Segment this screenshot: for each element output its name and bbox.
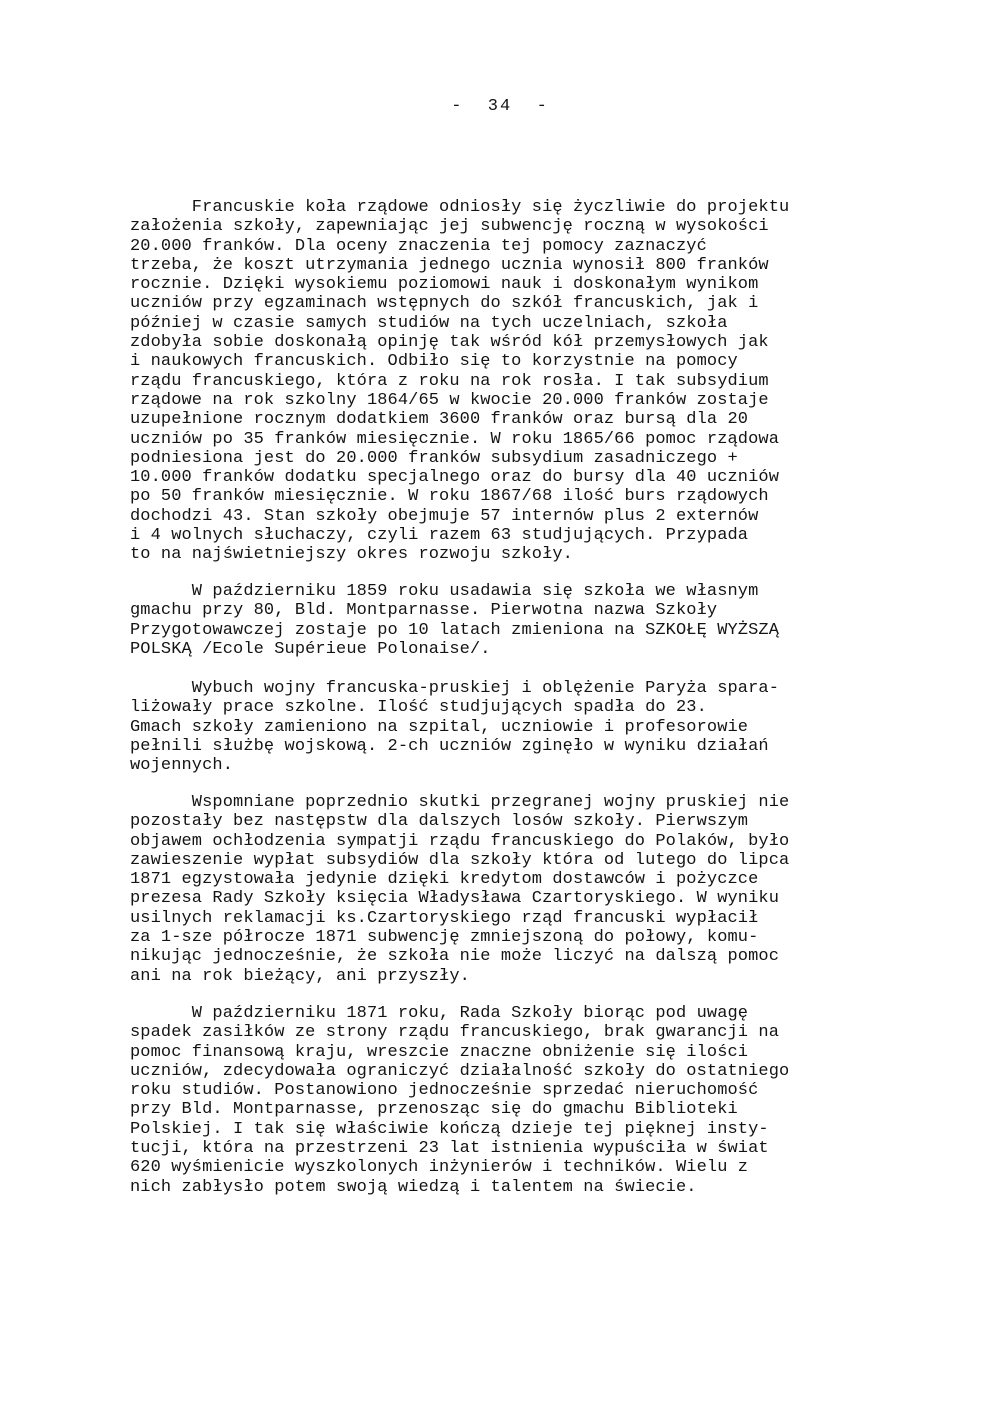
text-line: 620 wyśmienicie wyszkolonych inżynierów i techników. Wielu z	[130, 1158, 749, 1178]
text-line: 10.000 franków dodatku specjalnego oraz do bursy dla 40 uczniów	[130, 468, 780, 488]
text-line: Gmach szkoły zamieniono na szpital, uczniowie i profesorowie	[130, 717, 749, 737]
text-line: Wspomniane poprzednio skutki przegranej wojny pruskiej nie	[130, 793, 790, 812]
paragraph-school-closure	[130, 1004, 789, 1197]
text-line: pozostały bez następstw dla dalszych losów szkoły. Pierwszym	[130, 812, 749, 832]
paragraph-war-consequences	[130, 793, 789, 986]
text-line: W październiku 1871 roku, Rada Szkoły biorąc pod uwagę	[130, 1004, 749, 1023]
text-line: POLSKĄ /Ecole Supérieue Polonaise/.	[130, 639, 491, 659]
text-line: zawieszenie wypłat subsydiów dla szkoły która od lutego do lipca	[130, 850, 790, 870]
text-line: wojennych.	[130, 756, 234, 776]
text-line: przy Bld. Montparnasse, przenosząc się do gmachu Biblioteki	[130, 1100, 738, 1120]
text-line: podniesiona jest do 20.000 franków subsydium zasadniczego +	[130, 448, 738, 468]
text-line: pełnili służbę wojskową. 2-ch uczniów zginęło w wyniku działań	[130, 736, 769, 756]
text-line: i naukowych francuskich. Odbiło się to korzystnie na pomocy	[130, 352, 738, 372]
text-line: roku studiów. Postanowiono jednocześnie sprzedać nieruchomość	[130, 1081, 759, 1101]
text-line: ani na rok bieżący, ani przyszły.	[130, 966, 470, 986]
paragraph-school-building	[130, 582, 779, 659]
text-line: to na najświetniejszy okres rozwoju szkoły.	[130, 545, 573, 565]
text-line: trzeba, że koszt utrzymania jednego ucznia wynosił 800 franków	[130, 255, 769, 275]
text-line: później w czasie samych studiów na tych uczelniach, szkoła	[130, 313, 728, 333]
text-line: W październiku 1859 roku usadawia się szkoła we własnym	[130, 582, 759, 601]
text-line: i 4 wolnych słuchaczy, czyli razem 63 studjujących. Przypada	[130, 526, 749, 546]
text-line: objawem ochłodzenia sympatji rządu francuskiego do Polaków, było	[130, 831, 790, 851]
text-line: zdobyła sobie doskonałą opinję tak wśród kół przemysłowych jak	[130, 333, 769, 353]
text-line: usilnych reklamacji ks.Czartoryskiego rząd francuski wypłacił	[130, 908, 759, 928]
text-line: po 50 franków miesięcznie. W roku 1867/68 ilość burs rządowych	[130, 487, 769, 507]
paragraph-war-outbreak	[130, 679, 779, 775]
text-line: Wybuch wojny francuska-pruskiej i oblężenie Paryża spara-	[130, 679, 780, 698]
text-line: tucji, która na przestrzeni 23 lat istnienia wypuściła w świat	[130, 1139, 769, 1159]
text-line: założenia szkoły, zapewniając jej subwencję roczną w wysokości	[130, 217, 769, 237]
text-line: rządowe na rok szkolny 1864/65 w kwocie 20.000 franków zostaje	[130, 390, 769, 410]
text-line: 20.000 franków. Dla oceny znaczenia tej pomocy zaznaczyć	[130, 236, 707, 256]
text-line: uczniów przy egzaminach wstępnych do szkół francuskich, jak i	[130, 294, 759, 314]
text-line: Przygotowawczej zostaje po 10 latach zmieniona na SZKOŁĘ WYŻSZĄ	[130, 620, 780, 640]
text-line: 1871 egzystowała jedynie dzięki kredytom dostawców i pożyczce	[130, 870, 759, 890]
text-line: uzupełnione rocznym dodatkiem 3600 franków oraz bursą dla 20	[130, 410, 749, 430]
text-line: Polskiej. I tak się właściwie kończą dzieje tej pięknej insty-	[130, 1119, 769, 1139]
text-line: uczniów, zdecydowała ograniczyć działalność szkoły do ostatniego	[130, 1061, 790, 1081]
page-number: - 34 -	[451, 97, 549, 116]
paragraph-government-subsidy	[130, 198, 789, 565]
text-line: Francuskie koła rządowe odniosły się życzliwie do projektu	[130, 198, 790, 217]
text-line: nikując jednocześnie, że szkoła nie może liczyć na dalszą pomoc	[130, 947, 780, 967]
text-line: rządu francuskiego, która z roku na rok rosła. I tak subsydium	[130, 371, 769, 391]
text-line: za 1-sze półrocze 1871 subwencję zmniejszoną do połowy, komu-	[130, 928, 759, 948]
text-line: prezesa Rady Szkoły księcia Władysława Czartoryskiego. W wyniku	[130, 889, 780, 909]
text-line: rocznie. Dzięki wysokiemu poziomowi nauk i doskonałym wynikom	[130, 275, 759, 295]
text-line: nich zabłysło potem swoją wiedzą i talentem na świecie.	[130, 1177, 697, 1197]
text-line: uczniów po 35 franków miesięcznie. W roku 1865/66 pomoc rządowa	[130, 429, 780, 449]
text-line: spadek zasiłków ze strony rządu francuskiego, brak gwarancji na	[130, 1023, 780, 1043]
text-line: dochodzi 43. Stan szkoły obejmuje 57 internów plus 2 externów	[130, 506, 759, 526]
text-line: gmachu przy 80, Bld. Montparnasse. Pierwotna nazwa Szkoły	[130, 601, 718, 621]
text-line: liżowały prace szkolne. Ilość studjujących spadła do 23.	[130, 698, 707, 718]
text-line: pomoc finansową kraju, wreszcie znaczne obniżenie się ilości	[130, 1042, 749, 1062]
